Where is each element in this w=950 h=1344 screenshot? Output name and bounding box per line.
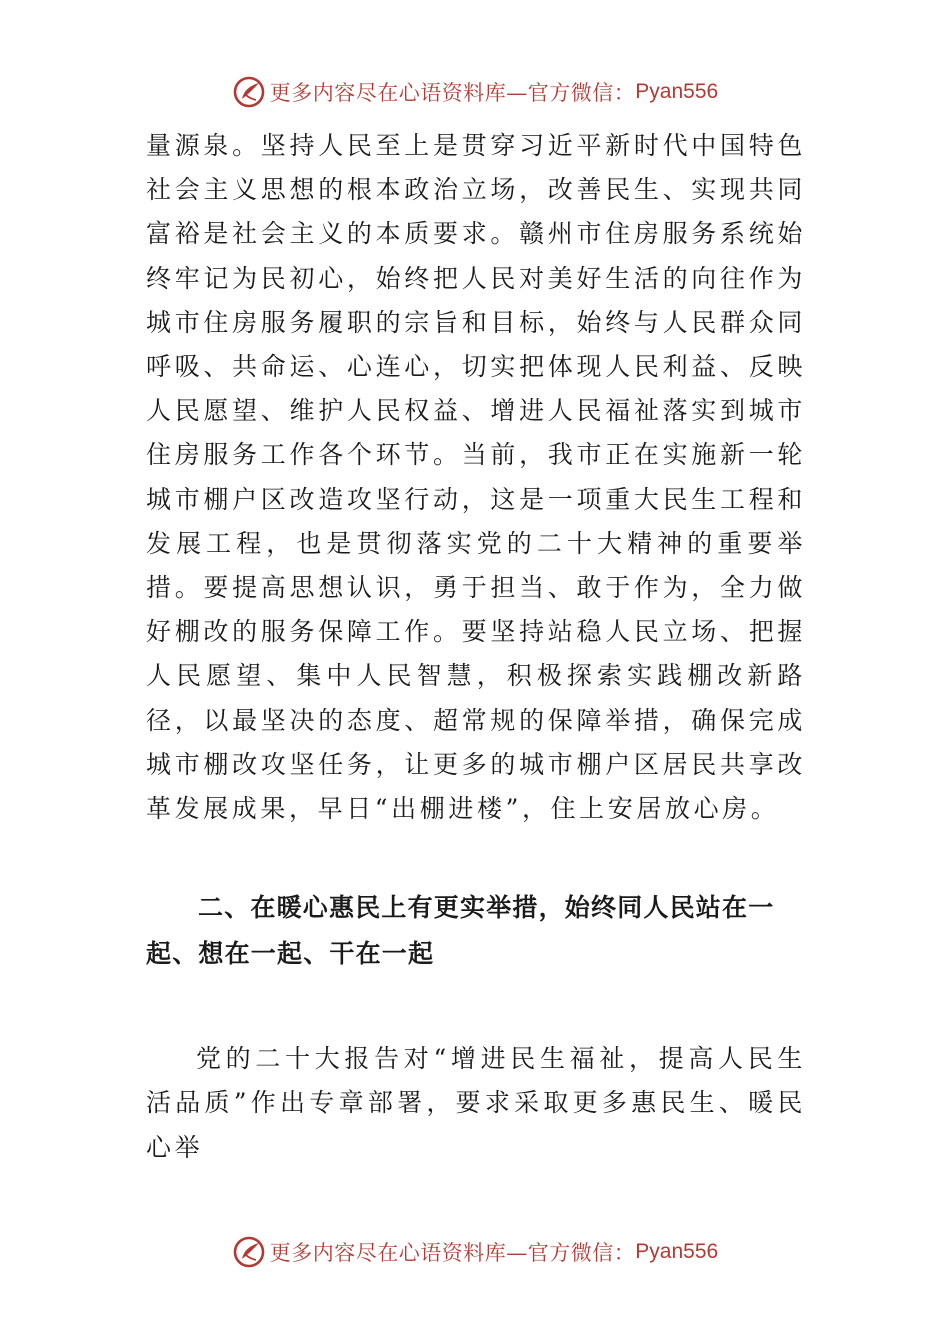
header-banner	[0, 72, 950, 112]
banner-wechat-id: Pyan556	[635, 80, 719, 103]
banner-text: 更多内容尽在心语资料库—官方微信：	[269, 1241, 636, 1265]
logo-icon	[232, 1235, 266, 1269]
banner-wechat-id: Pyan556	[635, 1240, 719, 1263]
document-body	[146, 124, 806, 1170]
body-paragraph: 党的二十大报告对“增进民生福祉，提高人民生活品质”作出专章部署，要求采取更多惠民生、暖民心举	[146, 1044, 806, 1162]
footer-banner	[0, 1232, 950, 1272]
banner-text: 更多内容尽在心语资料库—官方微信：	[269, 81, 636, 105]
body-paragraph: 量源泉。坚持人民至上是贯穿习近平新时代中国特色社会主义思想的根本政治立场，改善民生、实现共同富裕是社会主义的本质要求。赣州市住房服务系统始终牢记为民初心，始终把人民对美好生活的向往作为城市住房服务履职的宗旨和目标，始终与人民群众同呼吸、共命运、心连心，切实把体现人民利益、反映人民愿望、维护人民权益、增进人民福祉落实到城市住房服务工作各个环节。当前，我市正在实施新一轮城市棚户区改造攻坚行动，这是一项重大民生工程和发展工程，也是贯彻落实党的二十大精神的重要举措。要提高思想认识，勇于担当、敢于作为，全力做好棚改的服务保障工作。要坚持站稳人民立场、把握人民愿望、集中人民智慧，积极探索实践棚改新路径，以最坚决的态度、超常规的保障举措，确保完成城市棚改攻坚任务，让更多的城市棚户区居民共享改革发展成果，早日“出棚进楼”，住上安居放心房。	[146, 131, 806, 824]
section-heading: 二、在暖心惠民上有更实举措，始终同人民站在一起、想在一起、干在一起	[146, 893, 775, 969]
logo-icon	[232, 75, 266, 109]
